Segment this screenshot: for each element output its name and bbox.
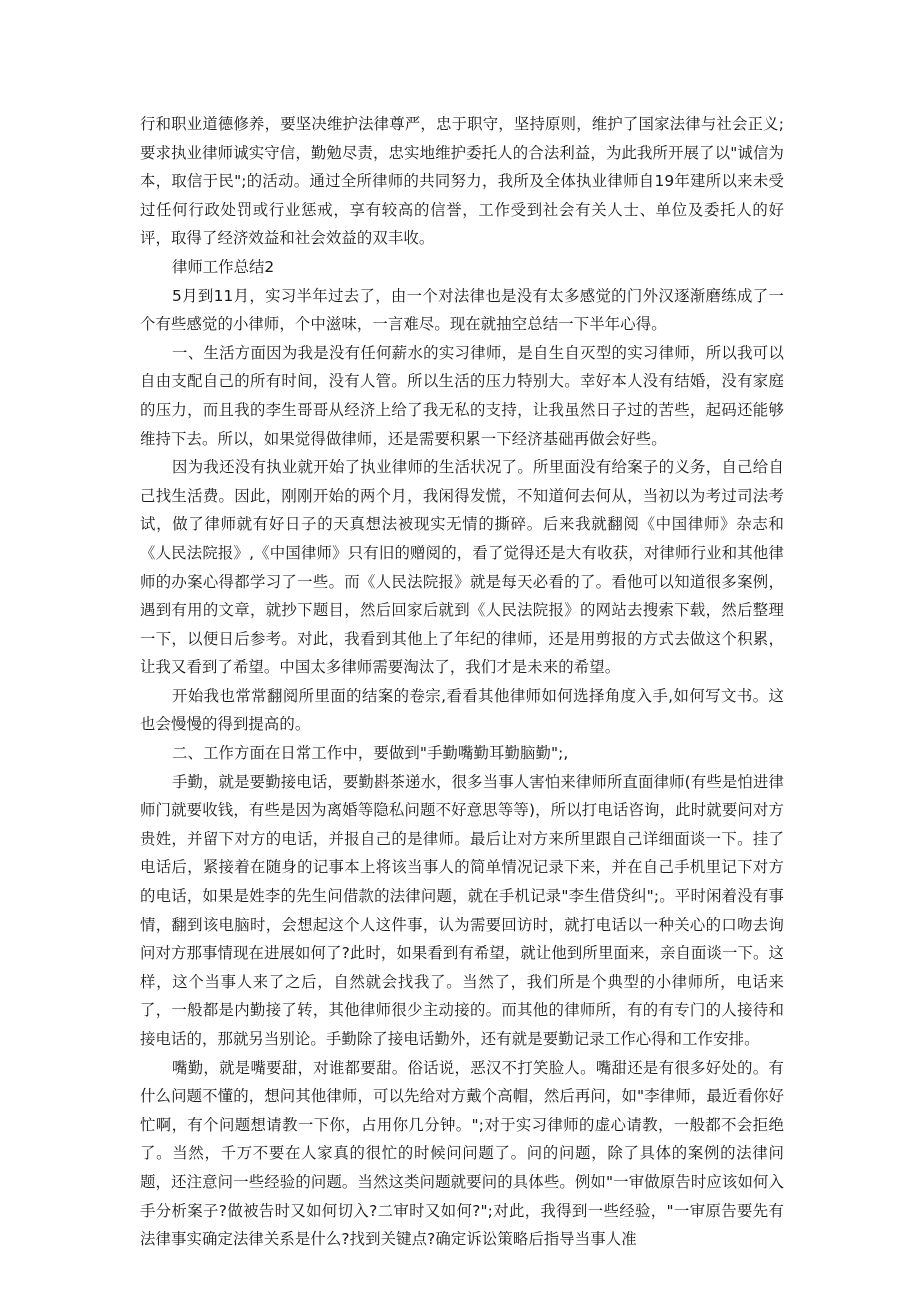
section-title: 律师工作总结2: [172, 257, 275, 276]
paragraph-continued: 行和职业道德修养，要坚决维护法律尊严，忠于职守，坚持原则，维护了国家法律与社会正义;要求执业律师诚实守信，勤勉尽责，忠实地维护委托人的合法利益，为此我所开展了以"诚信为本，取信于民";的活动。通过全所律师的共同努力，我所及全体执业律师自19年建所以来未受过任何行政处罚或行业惩戒，享有较高的信誉，工作受到社会有关人士、单位及委托人的好评，取得了经济效益和社会效益的双丰收。: [140, 115, 784, 248]
paragraph-case-files: 开始我也常常翻阅所里面的结案的卷宗,看看其他律师如何选择角度入手,如何写文书。这也会慢慢的得到提高的。: [140, 686, 784, 734]
paragraph-intro: 5月到11月，实习半年过去了，由一个对法律也是没有太多感觉的门外汉逐渐磨练成了一个有些感觉的小律师，个中滋味，一言难尽。现在就抽空总结一下半年心得。: [140, 286, 784, 334]
paragraph-life: 一、生活方面因为我是没有任何薪水的实习律师，是自生自灭型的实习律师，所以我可以自由支配自己的所有时间，没有人管。所以生活的压力特别大。幸好本人没有结婚，没有家庭的压力，而且我的李生哥哥从经济上给了我无私的支持，让我虽然日子过的苦些，起码还能够维持下去。所以，如果觉得做律师，还是需要积累一下经济基础再做会好些。: [140, 343, 784, 448]
document-body: [140, 110, 784, 1254]
paragraph-mouth: 嘴勤，就是嘴要甜，对谁都要甜。俗话说，恶汉不打笑脸人。嘴甜还是有很多好处的。有什么问题不懂的，想问其他律师，可以先给对方戴个高帽，然后再问，如"李律师，最近看你好忙啊，有个问题想请教一下你，占用你几分钟。";对于实习律师的虚心请教，一般都不会拒绝了。当然，千万不要在人家真的很忙的时候问问题了。问的问题，除了具体的案例的法律问题，还注意问一些经验的问题。当然这类问题就要问的具体些。例如"一审做原告时应该如何入手分析案子?做被告时又如何切入?二审时又如何?";对此，我得到一些经验，"一审原告要先有法律事实确定法律关系是什么?找到关键点?确定诉讼策略后指导当事人准: [140, 1058, 784, 1249]
paragraph-practice: 因为我还没有执业就开始了执业律师的生活状况了。所里面没有给案子的义务，自己给自己找生活费。因此，刚刚开始的两个月，我闲得发慌，不知道何去何从，当初以为考过司法考试，做了律师就有好日子的天真想法被现实无情的撕碎。后来我就翻阅《中国律师》杂志和《人民法院报》,《中国律师》只有旧的赠阅的，看了觉得还是大有收获，对律师行业和其他律师的办案心得都学习了一些。而《人民法院报》就是每天必看的了。看他可以知道很多案例，遇到有用的文章，就抄下题目，然后回家后就到《人民法院报》的网站去搜索下载，然后整理一下，以便日后参考。对此，我看到其他上了年纪的律师，还是用剪报的方式去做这个积累，让我又看到了希望。中国太多律师需要淘汰了，我们才是未来的希望。: [140, 458, 784, 677]
paragraph-hands: 手勤，就是要勤接电话，要勤斟茶递水，很多当事人害怕来律师所直面律师(有些是怕进律师门就要收钱，有些是因为离婚等隐私问题不好意思等等)，所以打电话咨询，此时就要问对方贵姓，并留下对方的电话，并报自己的是律师。最后让对方来所里跟自己详细面谈一下。挂了电话后，紧接着在随身的记事本上将该当事人的简单情况记录下来，并在自己手机里记下对方的电话，如果是姓李的先生问借款的法律问题，就在手机记录"李生借贷纠";。平时闲着没有事情，翻到该电脑时，会想起这个人这件事，认为需要回访时，就打电话以一种关心的口吻去询问对方那事情现在进展如何了?此时，如果看到有希望，就让他到所里面来，亲自面谈一下。这样，这个当事人来了之后，自然就会找我了。当然了，我们所是个典型的小律师所，电话来了，一般都是内勤接了转，其他律师很少主动接的。而其他的律师所，有的有专门的人接待和接电话的，那就另当别论。手勤除了接电话勤外，还有就是要勤记录工作心得和工作安排。: [140, 772, 784, 1048]
paragraph-work-heading: 二、工作方面在日常工作中，要做到"手勤嘴勤耳勤脑勤";,: [172, 744, 569, 763]
